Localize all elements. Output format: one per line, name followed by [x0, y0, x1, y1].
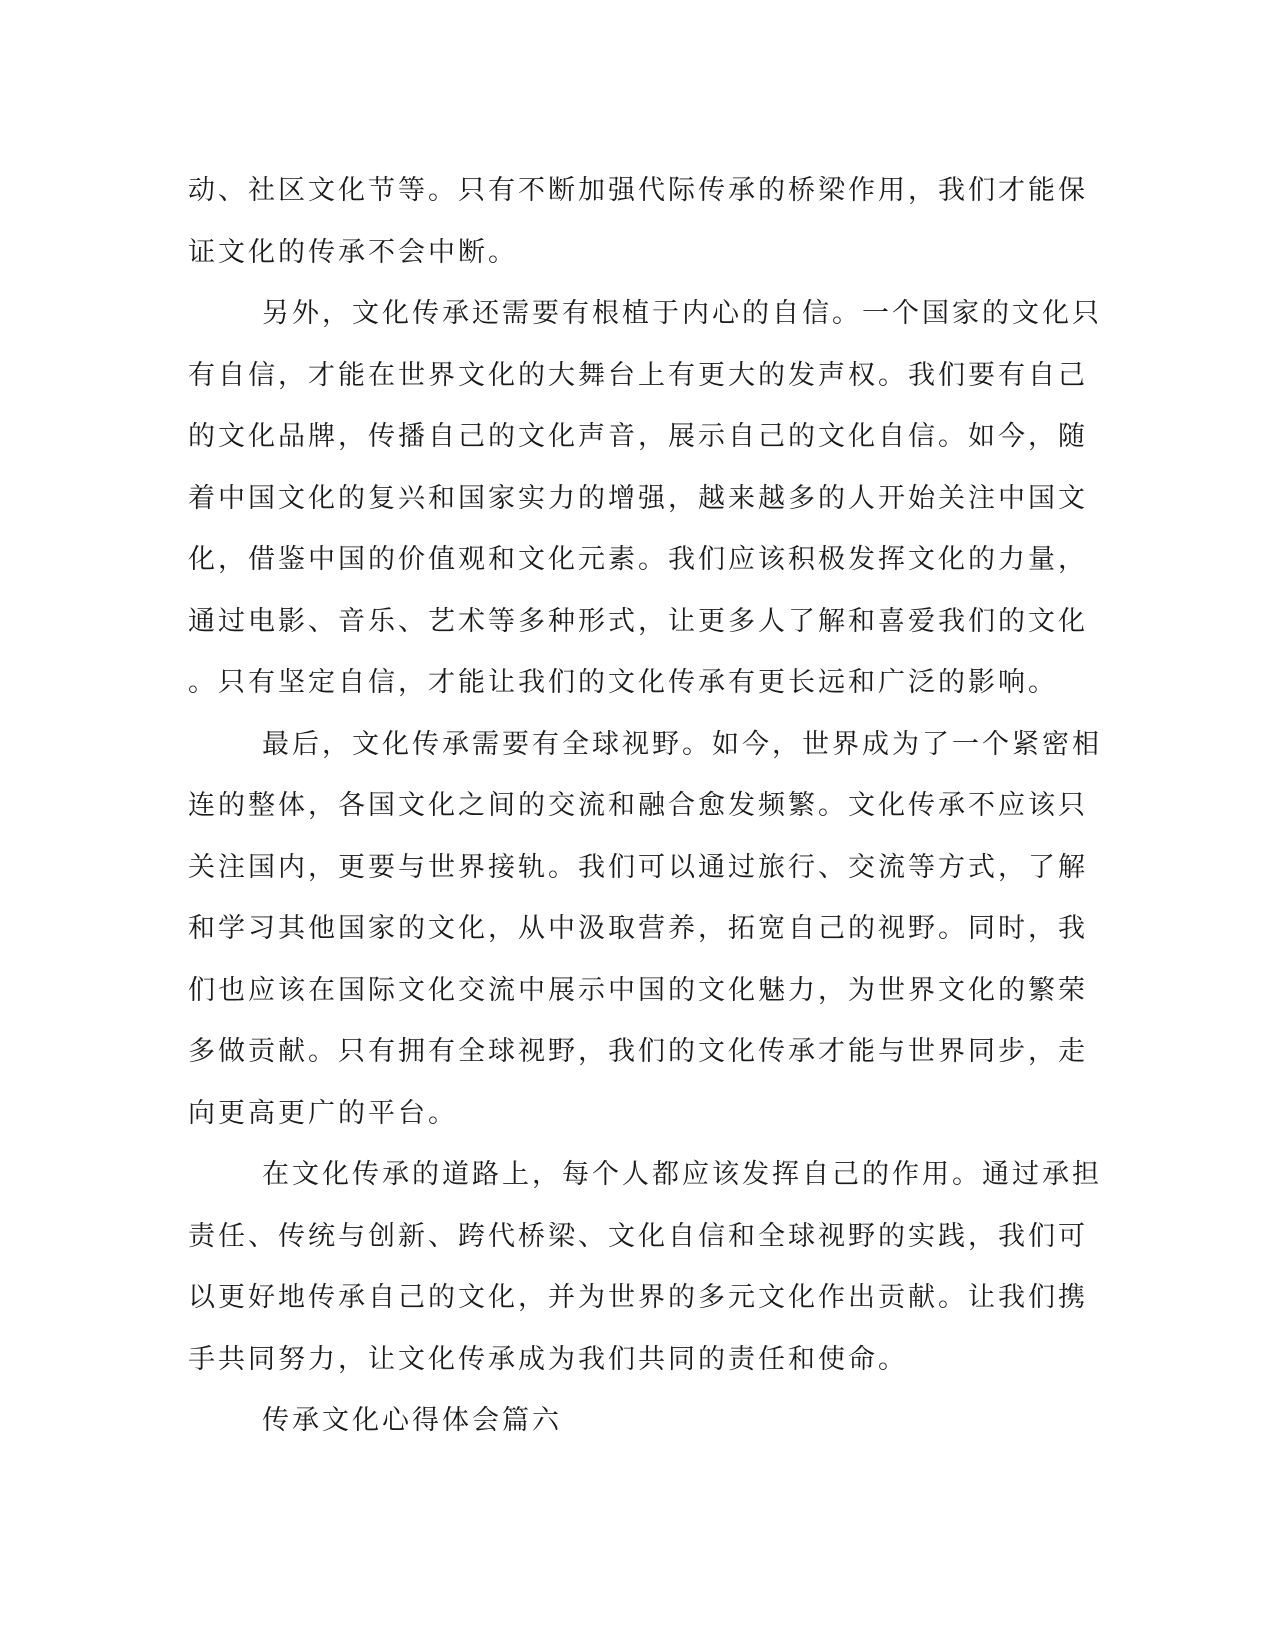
text-line: 有自信，才能在世界文化的大舞台上有更大的发声权。我们要有自己 — [188, 359, 1088, 391]
text-line: 证文化的传承不会中断。 — [188, 236, 518, 268]
text-line: 关注国内，更要与世界接轨。我们可以通过旅行、交流等方式，了解 — [188, 851, 1088, 883]
text-line: 们也应该在国际文化交流中展示中国的文化魅力，为世界文化的繁荣 — [188, 974, 1088, 1006]
section-heading: 传承文化心得体会篇六 — [262, 1405, 562, 1436]
document-body — [188, 160, 1102, 1452]
text-line: 连的整体，各国文化之间的交流和融合愈发频繁。文化传承不应该只 — [188, 790, 1088, 821]
text-line: 多做贡献。只有拥有全球视野，我们的文化传承才能与世界同步，走 — [188, 1036, 1088, 1067]
text-line: 以更好地传承自己的文化，并为世界的多元文化作出贡献。让我们携 — [188, 1282, 1088, 1313]
text-line: 的文化品牌，传播自己的文化声音，展示自己的文化自信。如今，随 — [188, 421, 1088, 452]
text-line: 通过电影、音乐、艺术等多种形式，让更多人了解和喜爱我们的文化 — [188, 605, 1088, 637]
text-line: 化，借鉴中国的价值观和文化元素。我们应该积极发挥文化的力量， — [188, 544, 1088, 575]
paragraph-first-line: 另外，文化传承还需要有根植于内心的自信。一个国家的文化只 — [262, 298, 1102, 329]
text-line: 向更高更广的平台。 — [188, 1097, 458, 1129]
text-line: 动、社区文化节等。只有不断加强代际传承的桥梁作用，我们才能保 — [188, 175, 1088, 206]
text-line: 责任、传统与创新、跨代桥梁、文化自信和全球视野的实践，我们可 — [188, 1220, 1088, 1252]
text-line: 着中国文化的复兴和国家实力的增强，越来越多的人开始关注中国文 — [188, 482, 1088, 514]
text-line: 和学习其他国家的文化，从中汲取营养，拓宽自己的视野。同时，我 — [188, 913, 1088, 944]
paragraph-first-line: 在文化传承的道路上，每个人都应该发挥自己的作用。通过承担 — [262, 1159, 1102, 1190]
paragraph-first-line: 最后，文化传承需要有全球视野。如今，世界成为了一个紧密相 — [262, 728, 1102, 760]
text-line: 手共同努力，让文化传承成为我们共同的责任和使命。 — [188, 1343, 908, 1375]
text-line: 。只有坚定自信，才能让我们的文化传承有更长远和广泛的影响。 — [188, 667, 1058, 698]
